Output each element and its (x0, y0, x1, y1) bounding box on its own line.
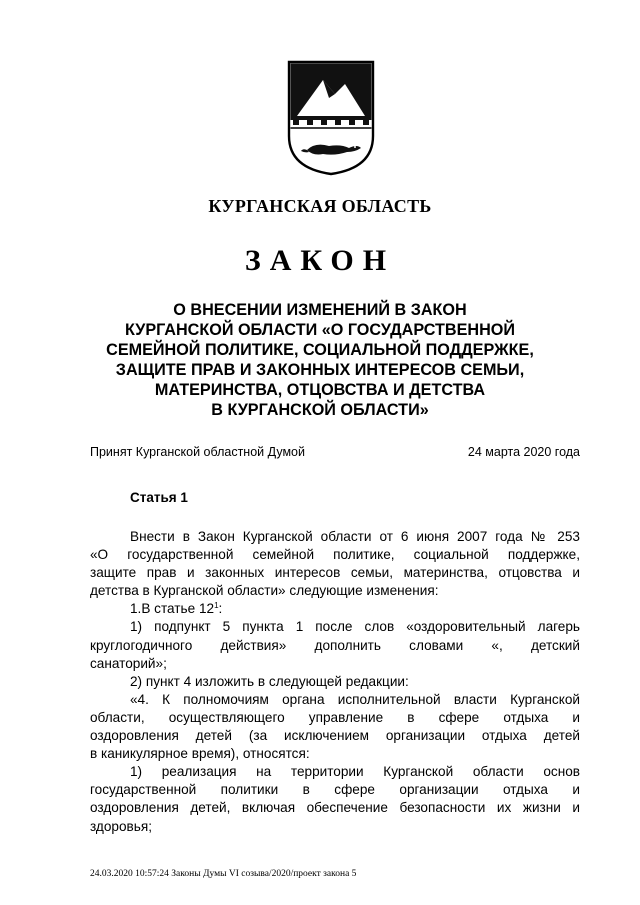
article-body (90, 528, 580, 836)
paragraph-line: 1) подпункт 5 пункта 1 после слов «оздоровительный лагерь (130, 619, 580, 635)
paragraph-line: 1) реализация на территории Курганской области основ (130, 764, 580, 780)
article-heading: Статья 1 (130, 490, 188, 505)
paragraph-line: в каникулярное время), относятся: (90, 746, 310, 762)
amendment-heading: 1.В статье 12 (130, 601, 215, 617)
adoption-line (90, 445, 580, 461)
law-title-line: СЕМЕЙНОЙ ПОЛИТИКЕ, СОЦИАЛЬНОЙ ПОДДЕРЖКЕ, (106, 341, 534, 359)
document-type-title: ЗАКОН (244, 244, 396, 277)
paragraph-line: защите прав и законных интересов семьи, материнства, отцовства и (90, 565, 580, 581)
document-footer: 24.03.2020 10:57:24 Законы Думы VI созыва/2020/проект закона 5 (90, 869, 357, 879)
paragraph-line: оздоровления детей (за исключением организации отдыха детей (90, 728, 580, 744)
region-name: КУРГАНСКАЯ ОБЛАСТЬ (208, 196, 432, 216)
paragraph-line: круглогодичного действия» дополнить словами «, детский (90, 637, 580, 653)
paragraph-line: государственной политики в сфере организации отдыха и (90, 782, 580, 798)
paragraph-line: 2) пункт 4 изложить в следующей редакции: (130, 673, 409, 689)
law-title (70, 300, 570, 420)
paragraph-line: санаторий»; (90, 655, 167, 671)
adoption-date: 24 марта 2020 года (467, 445, 580, 459)
law-title-line: О ВНЕСЕНИИ ИЗМЕНЕНИЙ В ЗАКОН (173, 301, 467, 319)
paragraph-line: области, осуществляющего управление в сфере отдыха и (90, 709, 580, 725)
superscript-index: 1 (214, 601, 219, 611)
paragraph-line: здоровья; (90, 818, 152, 834)
paragraph-line: «4. К полномочиям органа исполнительной власти Курганской (130, 691, 580, 707)
paragraph-line (90, 600, 580, 618)
law-title-line: В КУРГАНСКОЙ ОБЛАСТИ» (211, 401, 429, 419)
paragraph-line: детства в Курганской области» следующие изменения: (90, 583, 439, 599)
coat-of-arms-icon (285, 58, 377, 176)
law-title-line: ЗАЩИТЕ ПРАВ И ЗАКОННЫХ ИНТЕРЕСОВ СЕМЬИ, (115, 361, 525, 379)
paragraph-line: оздоровления детей, включая обеспечение безопасности их жизни и (90, 800, 580, 816)
law-title-line: МАТЕРИНСТВА, ОТЦОВСТВА И ДЕТСТВА (154, 381, 486, 399)
law-title-line: КУРГАНСКОЙ ОБЛАСТИ «О ГОСУДАРСТВЕННОЙ (124, 321, 515, 339)
paragraph-line: «О государственной семейной политике, социальной поддержке, (90, 547, 580, 563)
paragraph-line: Внести в Закон Курганской области от 6 июня 2007 года № 253 (130, 529, 580, 544)
amendment-heading-colon: : (218, 601, 223, 617)
adopted-by: Принят Курганской областной Думой (90, 445, 305, 459)
